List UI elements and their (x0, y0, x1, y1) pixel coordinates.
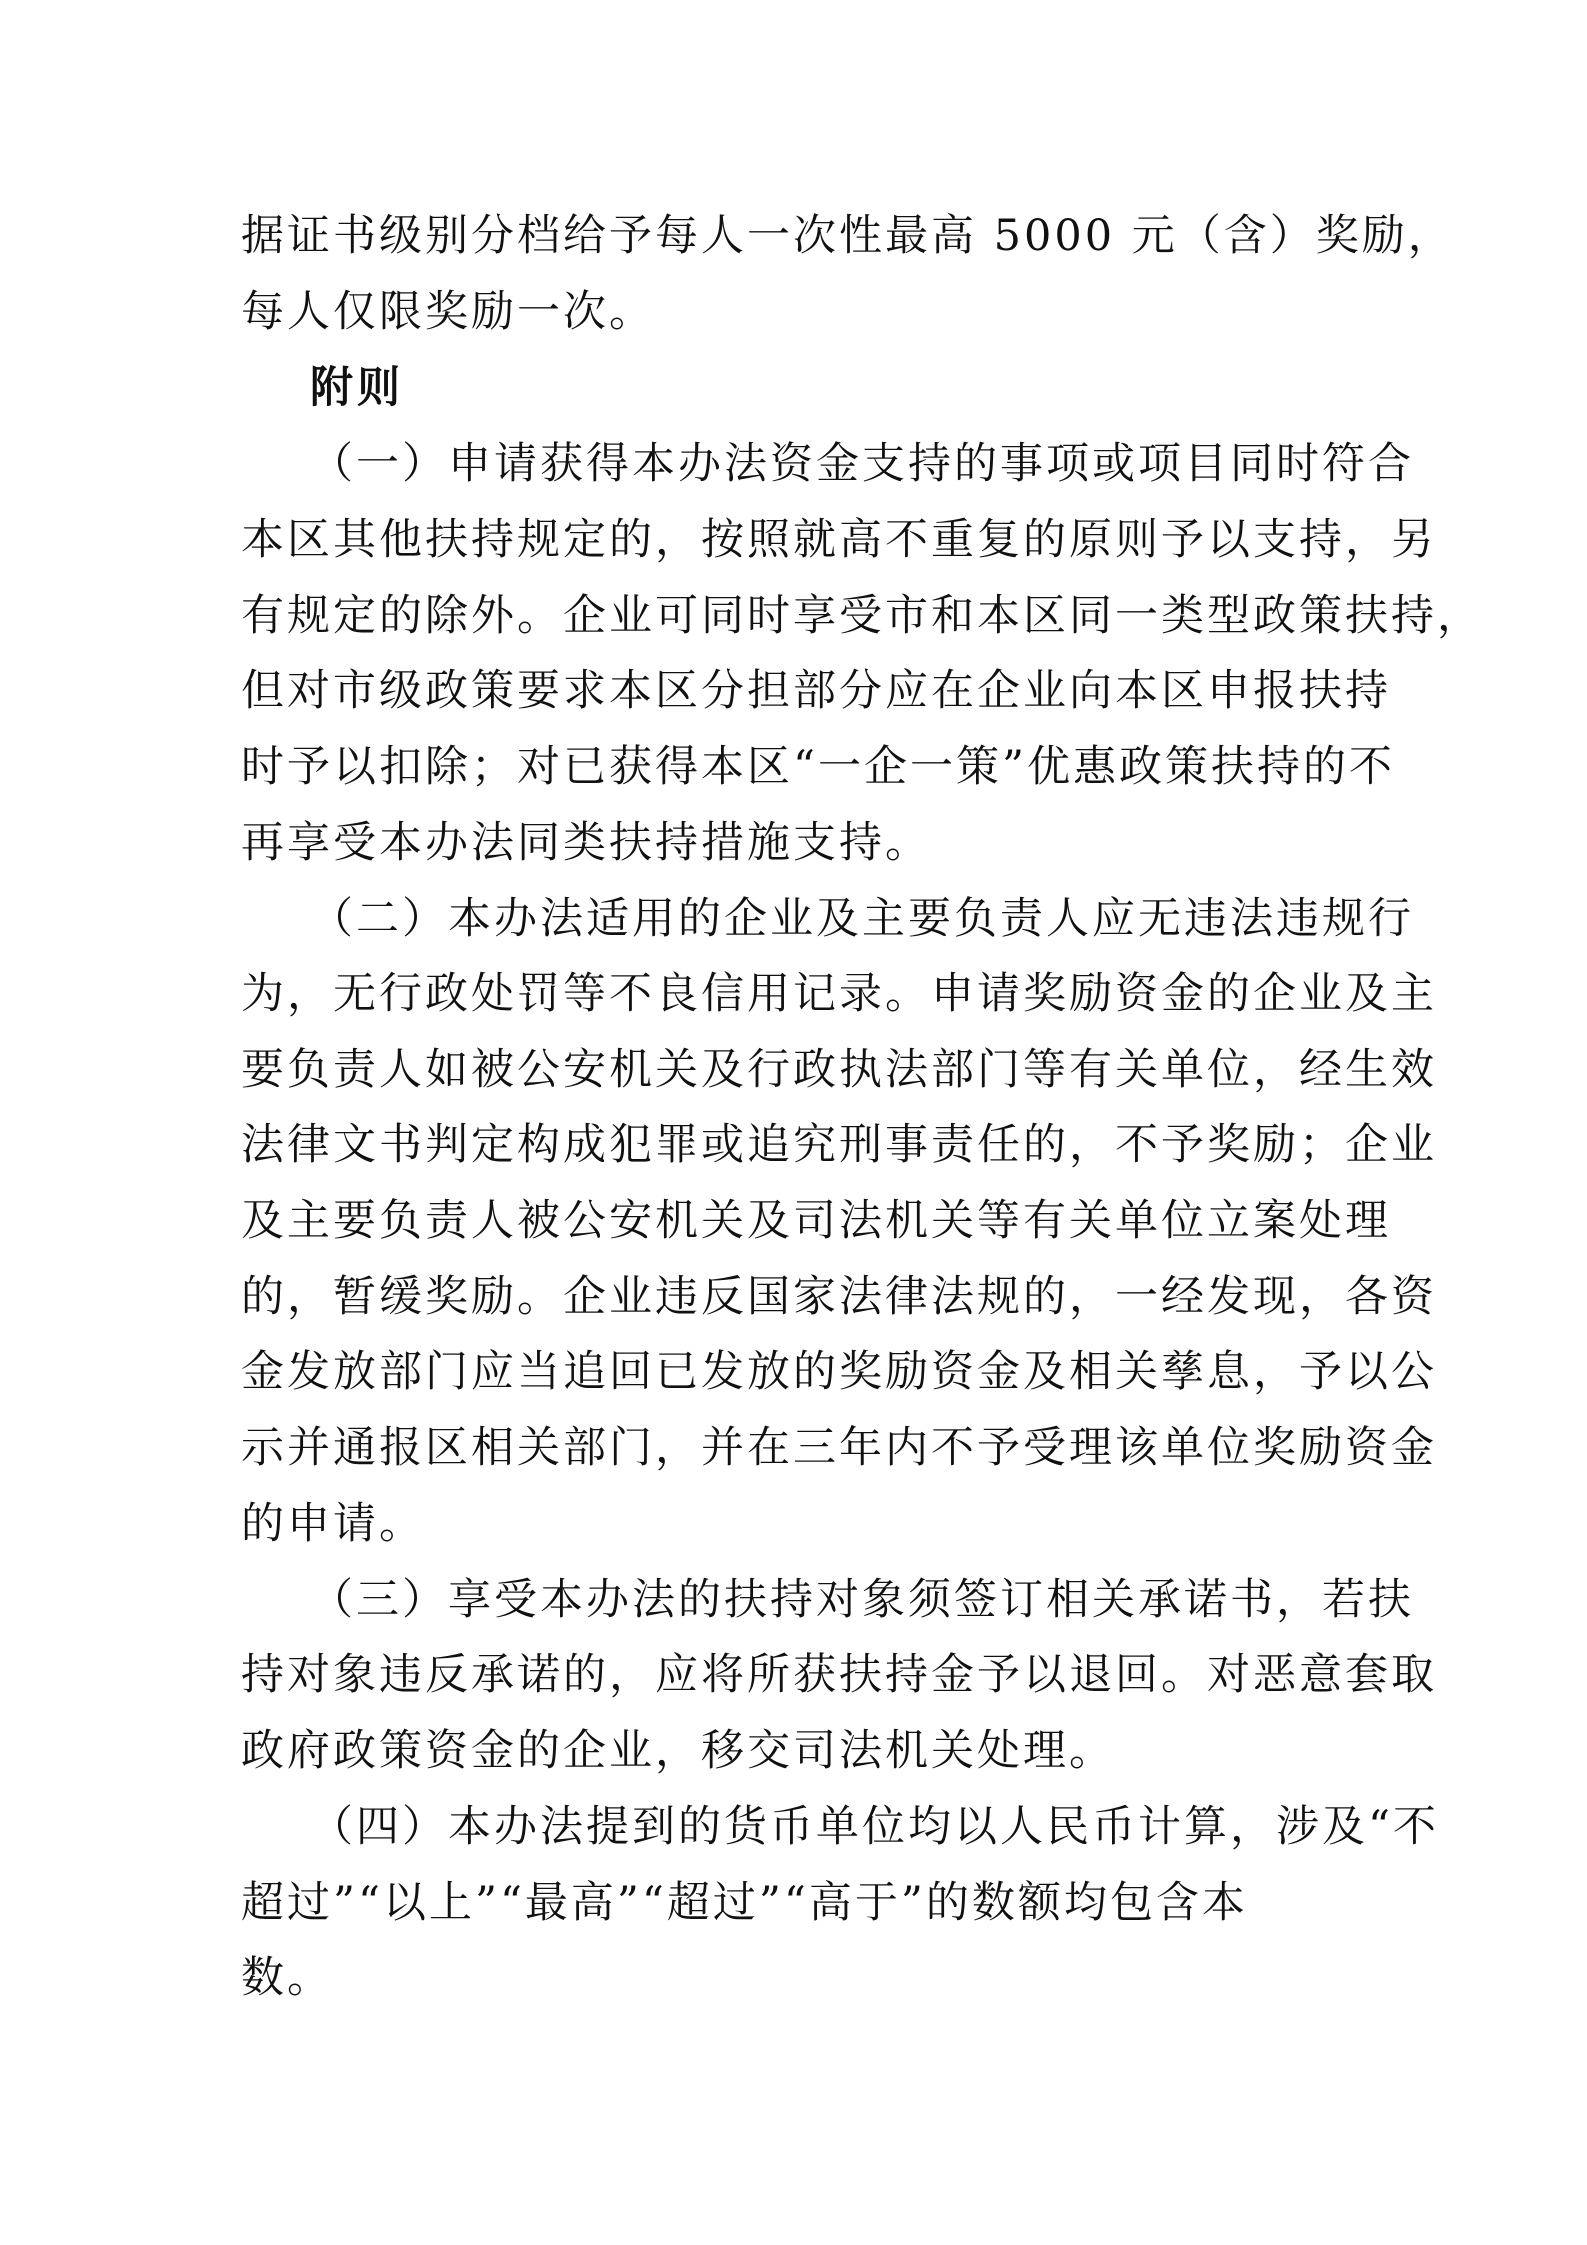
body-text-line: 但对市级政策要求本区分担部分应在企业向本区申报扶持 (241, 666, 1391, 716)
body-text-line: 数。 (241, 1953, 333, 2003)
body-text-line: 政府政策资金的企业，移交司法机关处理。 (241, 1726, 1115, 1776)
paragraph-2-start: （二）本办法适用的企业及主要负责人应无违法违规行 (310, 894, 1414, 944)
body-text-line: 法律文书判定构成犯罪或追究刑事责任的，不予奖励；企业 (241, 1120, 1437, 1170)
paragraph-3-start: （三）享受本办法的扶持对象须签订相关承诺书，若扶 (310, 1575, 1414, 1625)
body-text-line: 示并通报区相关部门，并在三年内不予受理该单位奖励资金 (241, 1423, 1437, 1473)
body-text-line: 的申请。 (241, 1499, 425, 1549)
body-text-line: 超过”“以上”“最高”“超过”“高于”的数额均包含本 (241, 1878, 1248, 1928)
paragraph-4-start: （四）本办法提到的货币单位均以人民币计算，涉及“不 (310, 1802, 1439, 1852)
body-text-line: 本区其他扶持规定的，按照就高不重复的原则予以支持，另 (241, 515, 1437, 565)
paragraph-1-start: （一）申请获得本办法资金支持的事项或项目同时符合 (310, 439, 1414, 489)
body-text-line: 持对象违反承诺的，应将所获扶持金予以退回。对恶意套取 (241, 1650, 1437, 1700)
body-text-line: 每人仅限奖励一次。 (241, 287, 655, 337)
body-text-line: 金发放部门应当追回已发放的奖励资金及相关孳息，予以公 (241, 1347, 1437, 1397)
section-heading: 附则 (310, 363, 404, 413)
body-text-line: 为，无行政处罚等不良信用记录。申请奖励资金的企业及主 (241, 969, 1437, 1019)
body-text-line: 的，暂缓奖励。企业违反国家法律法规的，一经发现，各资 (241, 1272, 1437, 1322)
body-text-line: 时予以扣除；对已获得本区“一企一策”优惠政策扶持的不 (241, 742, 1395, 792)
body-text-line: 及主要负责人被公安机关及司法机关等有关单位立案处理 (241, 1196, 1391, 1246)
body-text-line: 有规定的除外。企业可同时享受市和本区同一类型政策扶持， (241, 591, 1483, 641)
body-text-line: 要负责人如被公安机关及行政执法部门等有关单位，经生效 (241, 1045, 1437, 1095)
body-text-line: 据证书级别分档给予每人一次性最高 5000 元（含）奖励， (241, 211, 1454, 261)
body-text-line: 再享受本办法同类扶持措施支持。 (241, 818, 931, 868)
